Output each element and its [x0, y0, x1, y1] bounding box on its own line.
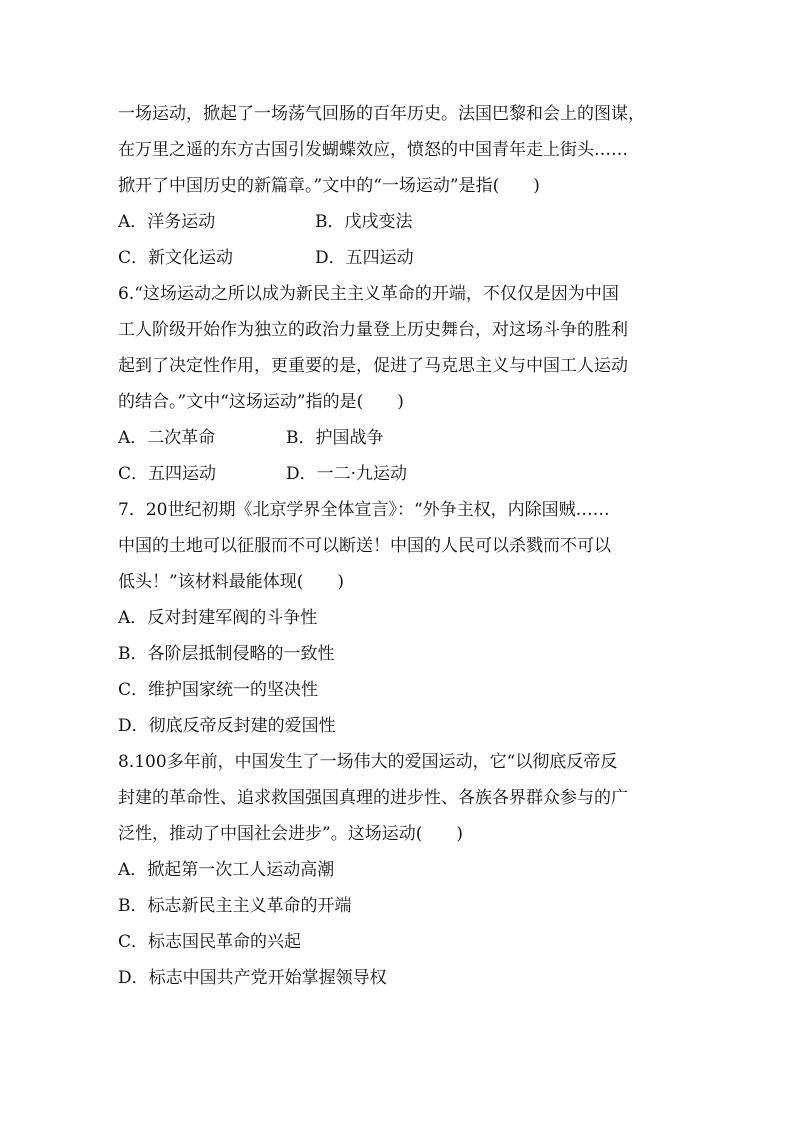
question-5-option-a: A．洋务运动 — [118, 212, 216, 232]
question-6-option-d: D．一二·九运动 — [286, 464, 408, 484]
question-5-line-2: 在万里之遥的东方古国引发蝴蝶效应，愤怒的中国青年走上街头…… — [118, 140, 628, 160]
question-8-line-3: 泛性，推动了中国社会进步”。这场运动( ) — [118, 824, 463, 844]
question-5-option-b: B．戊戌变法 — [315, 212, 413, 232]
question-7-line-1: 7．20世纪初期《北京学界全体宣言》：“外争主权，内除国贼…… — [118, 500, 610, 520]
question-7 — [118, 492, 678, 744]
question-5-options-row-1 — [118, 204, 678, 240]
question-7-option-c: C．维护国家统一的坚决性 — [118, 680, 319, 700]
question-5-line-1: 一场运动，掀起了一场荡气回肠的百年历史。法国巴黎和会上的图谋， — [118, 104, 645, 124]
question-5 — [118, 96, 678, 276]
question-6-line-4: 的结合。”文中“这场运动”指的是( ) — [118, 392, 404, 412]
question-5-line-3: 掀开了中国历史的新篇章。”文中的“一场运动”是指( ) — [118, 176, 540, 196]
question-6-line-3: 起到了决定性作用，更重要的是，促进了马克思主义与中国工人运动 — [118, 356, 628, 376]
question-6-option-a: A．二次革命 — [118, 428, 216, 448]
question-6-line-1: 6.“这场运动之所以成为新民主主义革命的开端，不仅仅是因为中国 — [118, 284, 619, 304]
question-8-option-c: C．标志国民革命的兴起 — [118, 932, 302, 952]
question-8-line-1: 8.100多年前，中国发生了一场伟大的爱国运动，它“以彻底反帝反 — [118, 752, 618, 772]
question-6-options-row-2 — [118, 456, 678, 492]
question-6-option-c: C．五四运动 — [118, 464, 217, 484]
question-7-option-d: D．彻底反帝反封建的爱国性 — [118, 716, 336, 736]
question-5-options-row-2 — [118, 240, 678, 276]
question-7-line-2: 中国的土地可以征服而不可以断送！中国的人民可以杀戮而不可以 — [118, 536, 611, 556]
question-8-option-d: D．标志中国共产党开始掌握领导权 — [118, 968, 387, 988]
question-7-line-3: 低头！”该材料最能体现( ) — [118, 572, 344, 592]
question-8-option-b: B．标志新民主主义革命的开端 — [118, 896, 352, 916]
question-6-options-row-1 — [118, 420, 678, 456]
question-8-option-a: A．掀起第一次工人运动高潮 — [118, 860, 335, 880]
question-5-option-d: D．五四运动 — [315, 248, 414, 268]
document-page — [118, 96, 678, 996]
question-7-option-b: B．各阶层抵制侵略的一致性 — [118, 644, 335, 664]
question-5-option-c: C．新文化运动 — [118, 248, 234, 268]
question-6 — [118, 276, 678, 492]
question-6-option-b: B．护国战争 — [286, 428, 384, 448]
question-6-line-2: 工人阶级开始作为独立的政治力量登上历史舞台，对这场斗争的胜利 — [118, 320, 628, 340]
question-7-option-a: A．反对封建军阀的斗争性 — [118, 608, 318, 628]
question-8-line-2: 封建的革命性、追求救国强国真理的进步性、各族各界群众参与的广 — [118, 788, 628, 808]
question-8 — [118, 744, 678, 996]
